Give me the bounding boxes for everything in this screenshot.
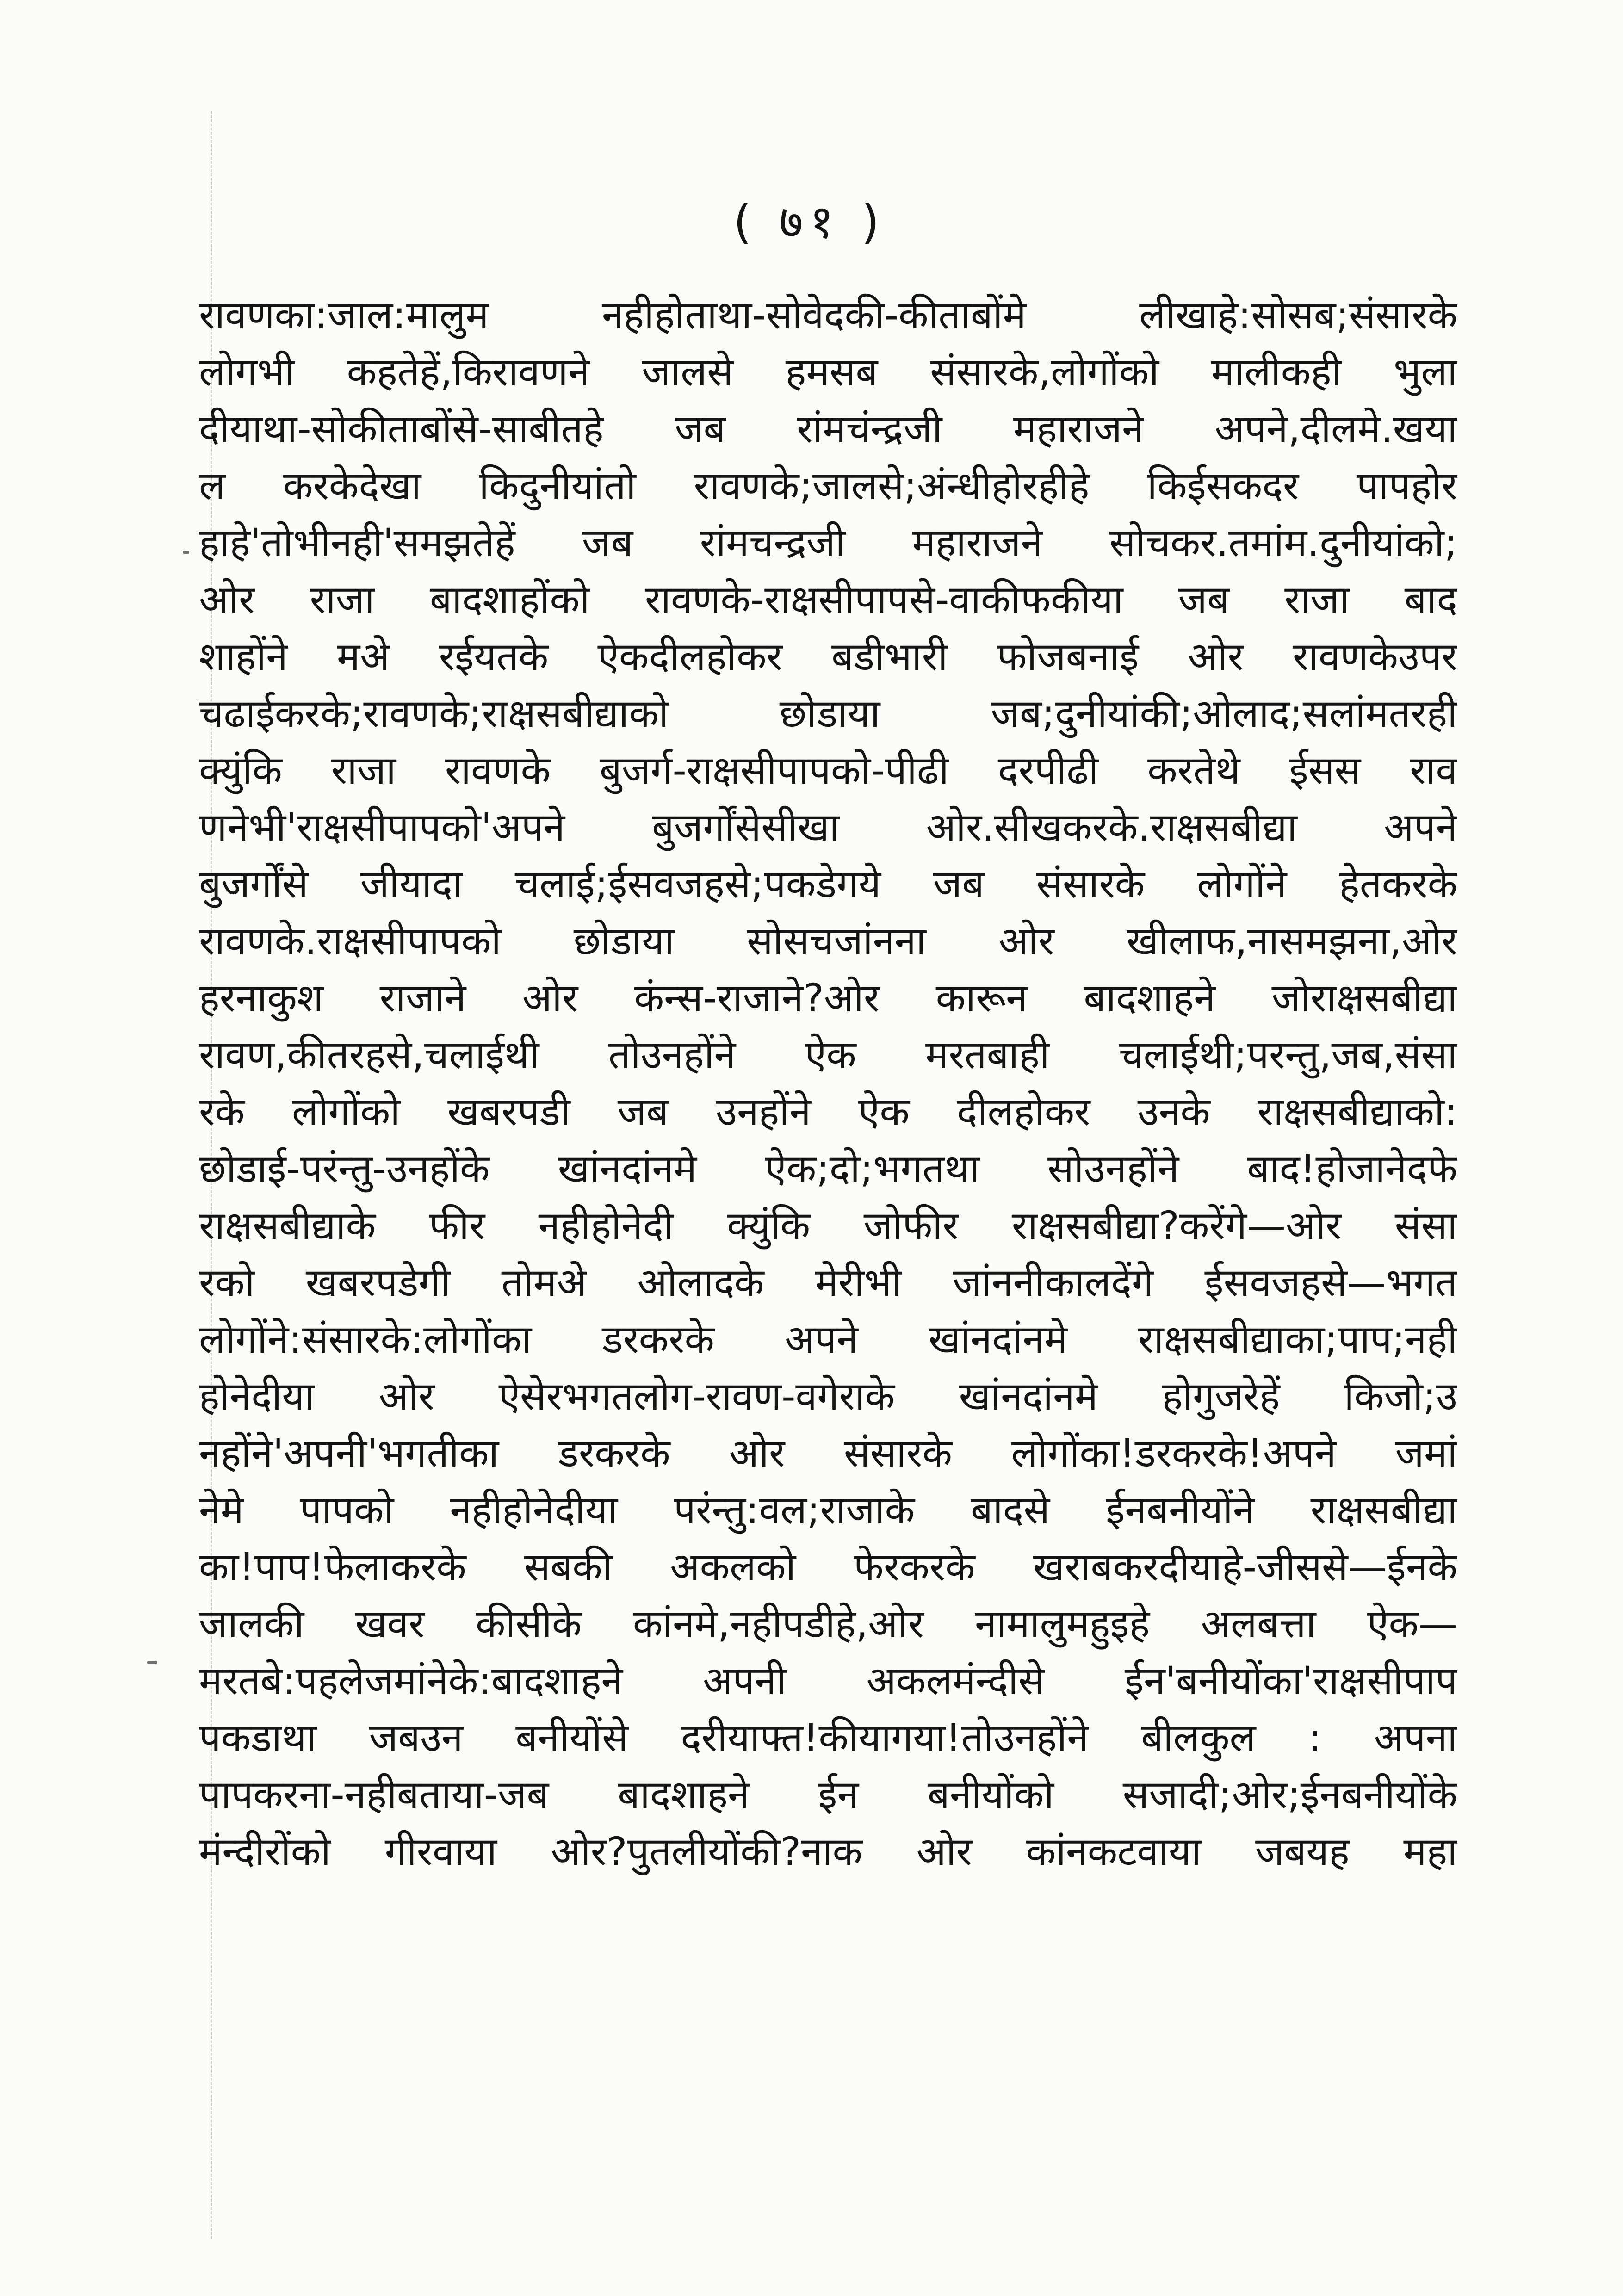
text-line: मरतबे:पहलेजमांनेके:बादशाहने अपनी अकलमंन्दीसे ईन'बनीयोंका'राक्षसीपाप — [199, 1658, 1457, 1703]
scan-speck — [147, 1661, 157, 1664]
body-text — [199, 287, 1457, 1880]
text-line: मंन्दीरोंको गीरवाया ओर?पुतलीयोंकी?नाक ओर कांनकटवाया जबयह महा — [199, 1829, 1457, 1874]
text-line: हरनाकुश राजाने ओर कंन्स-राजाने?ओर कारून बादशाहने जोराक्षसबीद्या — [199, 975, 1457, 1021]
text-line: रावणके.राक्षसीपापको छोडाया सोसचजांनना ओर खीलाफ,नासमझना,ओर — [199, 918, 1457, 964]
text-line: जालकी खवर कीसीके कांनमे,नहीपडीहे,ओर नामालुमहुइहे अलबत्ता ऐक— — [199, 1601, 1457, 1646]
text-line: होनेदीया ओर ऐसेरभगतलोग-रावण-वगेराके खांनदांनमे होगुजरेहें किजो;उ — [199, 1374, 1457, 1419]
text-line: चढाईकरके;रावणके;राक्षसबीद्याको छोडाया जब;दुनीयांकी;ओलाद;सलांमतरही — [199, 691, 1457, 736]
text-line: ओर राजा बादशाहोंको रावणके-राक्षसीपापसे-वाकीफकीया जब राजा बाद — [199, 577, 1457, 622]
text-line: रको खबरपडेगी तोमअे ओलादके मेरीभी जांननीकालदेंगे ईसवजहसे—भगत — [199, 1260, 1457, 1305]
text-line: ल करकेदेखा किदुनीयांतो रावणके;जालसे;अंन्धीहोरहीहे किईसकदर पापहोर — [199, 463, 1457, 508]
text-line: बुजर्गोंसे जीयादा चलाई;ईसवजहसे;पकडेगये जब संसारके लोगोंने हेतकरके — [199, 861, 1457, 907]
text-line: छोडाई-परंन्तु-उनहोंके खांनदांनमे ऐक;दो;भगतथा सोउनहोंने बाद!होजानेदफे — [199, 1146, 1457, 1191]
text-line: दीयाथा-सोकीताबोंसे-साबीतहे जब रांमचंन्द्रजी महाराजने अपने,दीलमे.खया — [199, 406, 1457, 452]
text-line: लोगभी कहतेहें,किरावणने जालसे हमसब संसारके,लोगोंको मालीकही भुला — [199, 349, 1457, 395]
text-line: णनेभी'राक्षसीपापको'अपने बुजर्गोंसेसीखा ओर.सीखकरके.राक्षसबीद्या अपने — [199, 805, 1457, 850]
text-line: पकडाथा जबउन बनीयोंसे दरीयाफ्त!कीयागया!तोउनहोंने बीलकुल : अपना — [199, 1715, 1457, 1760]
text-line: रके लोगोंको खबरपडी जब उनहोंने ऐक दीलहोकर उनके राक्षसबीद्याको: — [199, 1089, 1457, 1134]
text-line: क्युंकि राजा रावणके बुजर्ग-राक्षसीपापको-पीढी दरपीढी करतेथे ईसस राव — [199, 748, 1457, 793]
text-line: पापकरना-नहीबताया-जब बादशाहने ईन बनीयोंको सजादी;ओर;ईनबनीयोंके — [199, 1772, 1457, 1817]
text-line: रावणका:जाल:मालुम नहीहोताथा-सोवेदकी-कीताबोंमे लीखाहे:सोसब;संसारके — [199, 292, 1457, 338]
scan-speck — [183, 551, 189, 554]
text-line: हाहे'तोभीनही'समझतेहें जब रांमचन्द्रजी महाराजने सोचकर.तमांम.दुनीयांको; — [199, 520, 1457, 565]
text-line: रावण,कीतरहसे,चलाईथी तोउनहोंने ऐक मरतबाही चलाईथी;परन्तु,जब,संसा — [199, 1032, 1457, 1077]
text-line: नहोंने'अपनी'भगतीका डरकरके ओर संसारके लोगोंका!डरकरके!अपने जमां — [199, 1430, 1457, 1476]
text-line: शाहोंने मअे रईयतके ऐकदीलहोकर बडीभारी फोजबनाई ओर रावणकेउपर — [199, 634, 1457, 679]
text-line: नेमे पापको नहीहोनेदीया परंन्तु:वल;राजाके बादसे ईनबनीयोंने राक्षसबीद्या — [199, 1487, 1457, 1533]
page-number: ( ७१ ) — [733, 195, 886, 249]
text-line: लोगोंने:संसारके:लोगोंका डरकरके अपने खांनदांनमे राक्षसबीद्याका;पाप;नही — [199, 1317, 1457, 1362]
text-line: का!पाप!फेलाकरके सबकी अकलको फेरकरके खराबकरदीयाहे-जीससे—ईनके — [199, 1544, 1457, 1590]
text-line: राक्षसबीद्याके फीर नहीहोनेदी क्युंकि जोफीर राक्षसबीद्या?करेंगे—ओर संसा — [199, 1203, 1457, 1248]
